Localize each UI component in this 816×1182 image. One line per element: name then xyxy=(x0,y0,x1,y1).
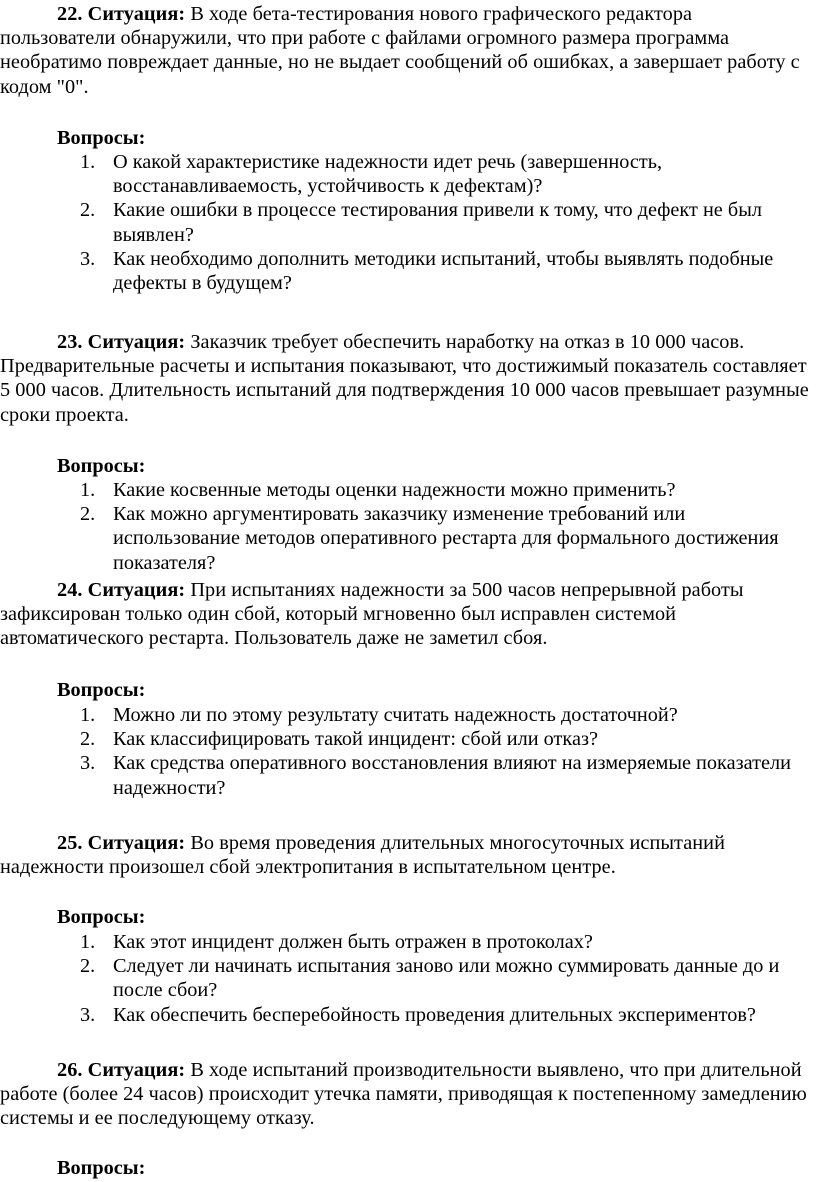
situation-22 xyxy=(0,2,812,99)
situation-25-body: Во время проведения длительных многосуточных испытаний надежности произошел сбой электропитания в испытательном центре. xyxy=(0,832,725,879)
question-number: 2. xyxy=(80,503,96,526)
situation-24-title: 24. Ситуация: xyxy=(57,579,186,601)
situation-23-questions-heading: Вопросы: xyxy=(57,455,146,477)
question-item xyxy=(0,478,812,502)
question-item xyxy=(0,703,812,727)
situation-24-questions-heading: Вопросы: xyxy=(57,679,146,701)
situation-22-title: 22. Ситуация: xyxy=(57,3,186,25)
situation-25-text xyxy=(0,831,812,879)
situation-22-body: В ходе бета-тестирования нового графического редактора пользователи обнаружили, что при работе с файлами огромного размера программа необратимо повреждает данные, но не выдает сообщений об ошибках, а завершает работу с кодом "0". xyxy=(0,3,800,98)
question-number: 3. xyxy=(80,1003,96,1026)
situation-23-title: 23. Ситуация: xyxy=(57,331,186,353)
question-number: 1. xyxy=(80,479,96,501)
situation-26-body: В ходе испытаний производительности выявлено, что при длительной работе (более 24 часов) происходит утечка памяти, приводящая к постепенному замедлению системы и ее последующему отказу. xyxy=(0,1059,807,1130)
situation-23 xyxy=(0,330,812,427)
question-number: 1. xyxy=(80,931,96,953)
question-text: Как можно аргументировать заказчику изменение требований или использование методов оперативного рестарта для формального достижения показателя? xyxy=(113,503,779,574)
question-text: Следует ли начинать испытания заново или можно суммировать данные до и после сбои? xyxy=(113,955,780,1002)
question-number: 2. xyxy=(80,728,96,751)
situation-23-body: Заказчик требует обеспечить наработку на отказ в 10 000 часов. Предварительные расчеты и испытания показывают, что достижимый показатель составляет 5 000 часов. Длительность испытаний для подтверждения 10 000 часов превышает разумные сроки проекта. xyxy=(0,331,809,426)
situation-22-questions xyxy=(0,150,812,295)
question-item xyxy=(0,954,812,1002)
situation-22-questions-heading: Вопросы: xyxy=(57,127,146,149)
question-item xyxy=(0,727,812,751)
situation-23-questions xyxy=(0,478,812,575)
situation-26-questions-heading: Вопросы: xyxy=(57,1157,146,1179)
question-item xyxy=(0,930,812,954)
question-item xyxy=(0,502,812,575)
question-item xyxy=(0,150,812,198)
question-number: 2. xyxy=(80,955,96,978)
question-text: Как обеспечить бесперебойность проведения длительных экспериментов? xyxy=(113,1003,756,1026)
situation-24-text xyxy=(0,578,812,651)
question-number: 3. xyxy=(80,247,96,270)
situation-25-title: 25. Ситуация: xyxy=(57,832,186,854)
question-number: 2. xyxy=(80,199,96,222)
situation-24 xyxy=(0,578,812,651)
question-text: Как классифицировать такой инцидент: сбой или отказ? xyxy=(113,728,598,751)
question-text: Как этот инцидент должен быть отражен в протоколах? xyxy=(113,931,593,953)
question-text: О какой характеристике надежности идет речь (завершенность, восстанавливаемость, устойчивость к дефектам)? xyxy=(113,151,663,198)
situation-25-questions-heading: Вопросы: xyxy=(57,906,146,928)
question-item xyxy=(0,1003,812,1027)
situation-23-text xyxy=(0,330,812,427)
situation-24-questions xyxy=(0,703,812,800)
situation-24-body: При испытаниях надежности за 500 часов непрерывной работы зафиксирован только один сбой, который мгновенно был исправлен системой автоматического рестарта. Пользователь даже не заметил сбоя. xyxy=(0,579,744,650)
question-text: Как необходимо дополнить методики испытаний, чтобы выявлять подобные дефекты в будущем? xyxy=(113,247,774,295)
situation-22-text xyxy=(0,2,812,99)
situation-25-questions xyxy=(0,930,812,1027)
question-item xyxy=(0,247,812,295)
situation-26-title: 26. Ситуация: xyxy=(57,1059,186,1081)
question-number: 3. xyxy=(80,752,96,775)
situation-26-text xyxy=(0,1058,812,1131)
question-text: Какие косвенные методы оценки надежности можно применить? xyxy=(113,479,676,501)
question-item xyxy=(0,198,812,246)
question-text: Можно ли по этому результату считать надежность достаточной? xyxy=(113,704,678,726)
question-number: 1. xyxy=(80,151,96,173)
situation-26 xyxy=(0,1058,812,1131)
question-item xyxy=(0,751,812,799)
question-text: Какие ошибки в процессе тестирования привели к тому, что дефект не был выявлен? xyxy=(113,199,762,246)
question-number: 1. xyxy=(80,704,96,726)
situation-25 xyxy=(0,831,812,879)
question-text: Как средства оперативного восстановления влияют на измеряемые показатели надежности? xyxy=(113,752,791,799)
